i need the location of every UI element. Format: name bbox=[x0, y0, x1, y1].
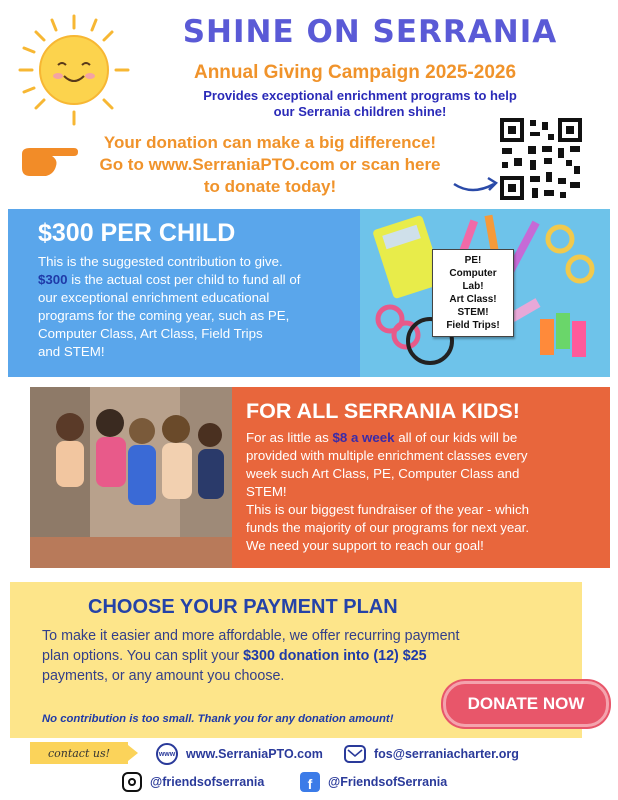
body-line: This is our biggest fundraiser of the year - which bbox=[246, 502, 530, 517]
tagline-line: Provides exceptional enrichment programs to help bbox=[203, 88, 517, 103]
body-line: funds the majority of our programs for next year. bbox=[246, 520, 530, 535]
body-line bbox=[38, 271, 358, 289]
body-line: programs for the coming year, such as PE, bbox=[38, 308, 290, 323]
website-text: www.SerraniaPTO.com bbox=[186, 747, 323, 761]
body-line: This is the suggested contribution to give. bbox=[38, 254, 283, 269]
body-line bbox=[42, 646, 562, 666]
payment-plan-heading: CHOOSE YOUR PAYMENT PLAN bbox=[88, 596, 398, 618]
instagram-text: @friendsofserrania bbox=[150, 775, 265, 789]
mail-icon bbox=[344, 745, 366, 763]
body-line: and STEM! bbox=[38, 344, 105, 359]
donation-call-to-action bbox=[80, 132, 460, 198]
email-text: fos@serraniacharter.org bbox=[374, 747, 519, 761]
body-line: our exceptional enrichment educational bbox=[38, 290, 270, 305]
instagram-icon bbox=[122, 772, 142, 792]
cta-line: Your donation can make a big difference! bbox=[103, 133, 437, 152]
body-line: Computer Class, Art Class, Field Trips bbox=[38, 326, 263, 341]
body-text: is the actual cost per child to fund all of bbox=[67, 272, 301, 287]
body-text: plan options. You can split your bbox=[42, 648, 244, 664]
all-kids-heading: FOR ALL SERRANIA KIDS! bbox=[246, 399, 520, 423]
program-item: Computer Lab! bbox=[449, 268, 497, 292]
body-line: To make it easier and more affordable, we offer recurring payment bbox=[42, 628, 460, 644]
kids-photo-illustration bbox=[30, 387, 232, 568]
arrow-icon bbox=[452, 168, 500, 198]
body-line: We need your support to reach our goal! bbox=[246, 538, 484, 553]
campaign-tagline bbox=[160, 88, 560, 120]
all-kids-body bbox=[246, 429, 608, 555]
kids-running-photo bbox=[30, 387, 232, 568]
facebook-text: @FriendsofSerrania bbox=[328, 775, 448, 789]
cta-line: Go to www.SerraniaPTO.com or scan here bbox=[99, 155, 441, 174]
body-text: For as little as bbox=[246, 430, 333, 445]
campaign-subtitle: Annual Giving Campaign 2025-2026 bbox=[193, 62, 517, 83]
per-child-section bbox=[8, 209, 360, 377]
instagram-link[interactable] bbox=[122, 772, 264, 792]
body-line: STEM! bbox=[246, 484, 287, 499]
contribution-note: No contribution is too small. Thank you for any donation amount! bbox=[42, 713, 394, 725]
body-line: week such Art Class, PE, Computer Class and bbox=[246, 466, 520, 481]
cta-line: to donate today! bbox=[203, 177, 337, 196]
weekly-amount-highlight: $8 a week bbox=[332, 430, 395, 445]
qr-code[interactable] bbox=[500, 118, 582, 200]
body-line bbox=[246, 429, 608, 447]
body-line: provided with multiple enrichment classes every bbox=[246, 448, 528, 463]
all-kids-section bbox=[232, 387, 610, 568]
program-list-card bbox=[432, 249, 514, 337]
contact-arrow-icon bbox=[128, 745, 138, 761]
donate-now-button[interactable]: DONATE NOW bbox=[443, 681, 609, 727]
school-supplies-image bbox=[360, 209, 610, 377]
globe-icon: www bbox=[156, 743, 178, 765]
tagline-line: our Serrania children shine! bbox=[273, 104, 447, 119]
facebook-link[interactable] bbox=[300, 772, 447, 792]
per-child-body bbox=[38, 253, 358, 361]
email-link[interactable] bbox=[344, 745, 519, 763]
program-item: Art Class! bbox=[449, 294, 497, 305]
website-link[interactable] bbox=[156, 743, 323, 765]
page-title: SHINE ON SERRANIA bbox=[182, 14, 558, 50]
per-child-heading: $300 PER CHILD bbox=[38, 219, 236, 247]
pointing-hand-icon bbox=[18, 142, 80, 182]
sun-icon bbox=[14, 10, 134, 130]
contact-us-label: contact us! bbox=[30, 742, 128, 764]
sun-illustration bbox=[14, 10, 134, 130]
body-text: all of our kids will be bbox=[394, 430, 518, 445]
body-line: payments, or any amount you choose. bbox=[42, 668, 285, 684]
amount-highlight: $300 bbox=[38, 272, 68, 287]
program-item: STEM! bbox=[457, 307, 489, 318]
split-highlight: $300 donation into (12) $25 bbox=[243, 648, 427, 664]
program-item: PE! bbox=[464, 255, 482, 266]
facebook-icon: f bbox=[300, 772, 320, 792]
program-item: Field Trips! bbox=[446, 320, 500, 331]
payment-plan-body bbox=[42, 626, 562, 686]
